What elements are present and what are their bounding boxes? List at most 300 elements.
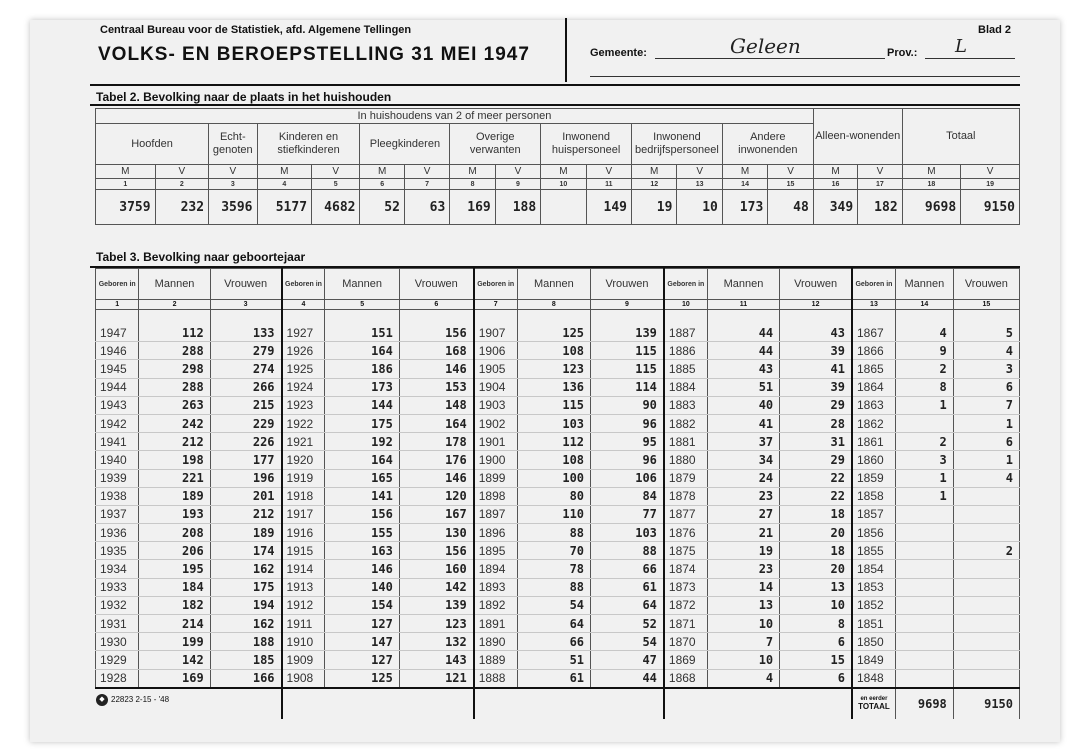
tabel2-col-number: 19 (961, 179, 1020, 190)
spacer-cell (780, 310, 852, 325)
mannen-cell: 242 (139, 414, 210, 432)
birth-year-cell: 1913 (282, 578, 325, 596)
mannen-cell: 125 (325, 669, 399, 688)
header-bottom-rule (90, 84, 1020, 86)
mannen-cell (895, 414, 953, 432)
col-overige-verwanten: Overige verwanten (450, 124, 541, 165)
table-row (96, 651, 1020, 669)
tabel2-col-number: 2 (155, 179, 209, 190)
spacer-cell (282, 310, 325, 325)
vrouwen-cell: 77 (591, 505, 664, 523)
vrouwen-cell: 15 (780, 651, 852, 669)
birth-year-cell: 1899 (474, 469, 517, 487)
vrouwen-cell: 133 (210, 324, 281, 342)
mannen-cell: 64 (517, 615, 590, 633)
tabel3-col-number: 5 (325, 300, 399, 310)
tabel2-col-number: 9 (495, 179, 540, 190)
vrouwen-cell: 8 (780, 615, 852, 633)
tabel2-col-number: 7 (404, 179, 449, 190)
tabel3-col-number: 1 (96, 300, 139, 310)
birth-year-cell: 1901 (474, 433, 517, 451)
vrouwen-cell: 20 (780, 524, 852, 542)
tabel2-value-cell (541, 190, 586, 225)
vrouwen-cell: 194 (210, 596, 281, 614)
birth-year-cell: 1862 (852, 414, 895, 432)
birth-year-cell: 1924 (282, 378, 325, 396)
vrouwen-cell: 39 (780, 378, 852, 396)
tabel2-col-number: 15 (768, 179, 814, 190)
birth-year-cell: 1910 (282, 633, 325, 651)
header-rule (590, 76, 1020, 77)
birth-year-cell: 1865 (852, 360, 895, 378)
tabel2-value-cell: 52 (360, 190, 404, 225)
vrouwen-cell: 47 (591, 651, 664, 669)
spacer-cell (895, 310, 953, 325)
col-hoofden: Hoofden (96, 124, 209, 165)
tabel3-col-number: 14 (895, 300, 953, 310)
vrouwen-cell: 22 (780, 469, 852, 487)
organization-name: Centraal Bureau voor de Statistiek, afd. Algemene Tellingen (100, 24, 412, 36)
birth-year-cell: 1912 (282, 596, 325, 614)
spacer-cell (325, 310, 399, 325)
tabel2-value-cell: 19 (632, 190, 677, 225)
vrouwen-cell: 61 (591, 578, 664, 596)
vrouwen-cell: 146 (399, 469, 473, 487)
mannen-cell: 3 (895, 451, 953, 469)
table-row (96, 487, 1020, 505)
table-row (96, 396, 1020, 414)
vrouwen-cell: 106 (591, 469, 664, 487)
mannen-cell: 182 (139, 596, 210, 614)
vrouwen-cell: 6 (953, 433, 1019, 451)
blank-cell (474, 688, 517, 719)
form-print-code (96, 694, 169, 706)
mannen-cell: 44 (707, 342, 779, 360)
mannen-cell: 103 (517, 414, 590, 432)
tabel2-value-cell: 149 (586, 190, 631, 225)
mannen-cell: 173 (325, 378, 399, 396)
totaal-label-cell (852, 688, 895, 719)
birth-year-cell: 1857 (852, 505, 895, 523)
mannen-cell: 175 (325, 414, 399, 432)
tabel2-col-number: 5 (312, 179, 360, 190)
vrouwen-cell: 215 (210, 396, 281, 414)
mannen-cell: 44 (707, 324, 779, 342)
tabel3-table (95, 268, 1020, 719)
tabel3-col-number: 12 (780, 300, 852, 310)
tabel3-col-number: 10 (664, 300, 707, 310)
vrouwen-cell (953, 505, 1019, 523)
col-andere-inwonenden: Andere inwonenden (722, 124, 813, 165)
mannen-cell (895, 578, 953, 596)
vrouwen-cell: 178 (399, 433, 473, 451)
birth-year-cell: 1941 (96, 433, 139, 451)
vrouwen-cell: 29 (780, 396, 852, 414)
birth-year-cell: 1934 (96, 560, 139, 578)
totaal-mannen: 9698 (895, 688, 953, 719)
gemeente-label: Gemeente: (590, 47, 647, 59)
vrouwen-cell: 153 (399, 378, 473, 396)
vrouwen-cell: 274 (210, 360, 281, 378)
birth-year-cell: 1861 (852, 433, 895, 451)
blank-cell (282, 688, 325, 719)
mannen-cell: 37 (707, 433, 779, 451)
tabel2-col-number: 4 (257, 179, 312, 190)
mannen-cell: 108 (517, 451, 590, 469)
tabel2-sex-header: V (312, 165, 360, 179)
mannen-cell: 199 (139, 633, 210, 651)
vrouwen-cell: 28 (780, 414, 852, 432)
vrouwen-cell: 174 (210, 542, 281, 560)
mannen-cell: 142 (139, 651, 210, 669)
table-row (96, 360, 1020, 378)
mannen-cell (895, 633, 953, 651)
col-mannen: Mannen (895, 269, 953, 300)
birth-year-cell: 1926 (282, 342, 325, 360)
birth-year-cell: 1880 (664, 451, 707, 469)
province-value: L (955, 36, 967, 57)
vrouwen-cell: 1 (953, 414, 1019, 432)
birth-year-cell: 1938 (96, 487, 139, 505)
birth-year-cell: 1855 (852, 542, 895, 560)
tabel2-value-cell: 4682 (312, 190, 360, 225)
vrouwen-cell: 189 (210, 524, 281, 542)
tabel2-sex-header: V (768, 165, 814, 179)
col-totaal: Totaal (902, 109, 1019, 165)
birth-year-cell: 1881 (664, 433, 707, 451)
tabel2-col-number: 17 (858, 179, 902, 190)
vrouwen-cell: 201 (210, 487, 281, 505)
col-vrouwen: Vrouwen (210, 269, 281, 300)
birth-year-cell: 1923 (282, 396, 325, 414)
col-bedrijfspersoneel: Inwonend bedrijfspersoneel (632, 124, 723, 165)
birth-year-cell: 1940 (96, 451, 139, 469)
tabel2-col-number: 11 (586, 179, 631, 190)
mannen-cell: 110 (517, 505, 590, 523)
mannen-cell: 193 (139, 505, 210, 523)
tabel3-col-number: 3 (210, 300, 281, 310)
birth-year-cell: 1864 (852, 378, 895, 396)
tabel3-col-number: 8 (517, 300, 590, 310)
vrouwen-cell: 185 (210, 651, 281, 669)
mannen-cell: 151 (325, 324, 399, 342)
tabel2-value-cell: 5177 (257, 190, 312, 225)
tabel2-sex-header: V (155, 165, 209, 179)
tabel2-value-cell: 48 (768, 190, 814, 225)
birth-year-cell: 1894 (474, 560, 517, 578)
birth-year-cell: 1916 (282, 524, 325, 542)
birth-year-cell: 1869 (664, 651, 707, 669)
table-row (96, 524, 1020, 542)
mannen-cell: 9 (895, 342, 953, 360)
mannen-cell: 189 (139, 487, 210, 505)
mannen-cell: 164 (325, 451, 399, 469)
tabel2-col-number: 3 (209, 179, 257, 190)
tabel2-col-number: 1 (96, 179, 156, 190)
province-label: Prov.: (887, 47, 918, 59)
vrouwen-cell: 43 (780, 324, 852, 342)
birth-year-cell: 1942 (96, 414, 139, 432)
birth-year-cell: 1921 (282, 433, 325, 451)
mannen-cell: 1 (895, 487, 953, 505)
mannen-cell: 184 (139, 578, 210, 596)
vrouwen-cell: 44 (591, 669, 664, 688)
mannen-cell: 13 (707, 596, 779, 614)
blank-cell (707, 688, 779, 719)
mannen-cell: 10 (707, 651, 779, 669)
vrouwen-cell: 5 (953, 324, 1019, 342)
birth-year-cell: 1873 (664, 578, 707, 596)
birth-year-cell: 1925 (282, 360, 325, 378)
tabel2-value-cell: 169 (450, 190, 495, 225)
birth-year-cell: 1867 (852, 324, 895, 342)
table-row (96, 633, 1020, 651)
birth-year-cell: 1887 (664, 324, 707, 342)
tabel2-sex-header: M (96, 165, 156, 179)
birth-year-cell: 1920 (282, 451, 325, 469)
tabel3-col-number: 6 (399, 300, 473, 310)
birth-year-cell: 1908 (282, 669, 325, 688)
tabel2-sex-header: V (404, 165, 449, 179)
birth-year-cell: 1903 (474, 396, 517, 414)
blank-cell (591, 688, 664, 719)
table-row (96, 542, 1020, 560)
birth-year-cell: 1858 (852, 487, 895, 505)
mannen-cell (895, 542, 953, 560)
form-title: VOLKS- EN BEROEPSTELLING 31 MEI 1947 (98, 44, 530, 65)
totaal-vrouwen: 9150 (953, 688, 1019, 719)
birth-year-cell: 1872 (664, 596, 707, 614)
vrouwen-cell: 96 (591, 414, 664, 432)
vrouwen-cell: 1 (953, 451, 1019, 469)
birth-year-cell: 1870 (664, 633, 707, 651)
birth-year-cell: 1854 (852, 560, 895, 578)
spacer-cell (517, 310, 590, 325)
birth-year-cell: 1853 (852, 578, 895, 596)
birth-year-cell: 1947 (96, 324, 139, 342)
birth-year-cell: 1875 (664, 542, 707, 560)
table-row (96, 469, 1020, 487)
cbs-logo-icon: ◆ (96, 694, 108, 706)
tabel2-col-number: 14 (722, 179, 767, 190)
table-row (96, 560, 1020, 578)
birth-year-cell: 1931 (96, 615, 139, 633)
birth-year-cell: 1888 (474, 669, 517, 688)
col-mannen: Mannen (707, 269, 779, 300)
birth-year-cell: 1848 (852, 669, 895, 688)
tabel2-col-number: 12 (632, 179, 677, 190)
birth-year-cell: 1928 (96, 669, 139, 688)
tabel3-title: Tabel 3. Bevolking naar geboortejaar (96, 250, 306, 264)
vrouwen-cell (953, 615, 1019, 633)
mannen-cell: 41 (707, 414, 779, 432)
vrouwen-cell: 229 (210, 414, 281, 432)
vrouwen-cell: 29 (780, 451, 852, 469)
table-row (96, 578, 1020, 596)
mannen-cell (895, 524, 953, 542)
mannen-cell: 80 (517, 487, 590, 505)
mannen-cell: 163 (325, 542, 399, 560)
vrouwen-cell: 146 (399, 360, 473, 378)
mannen-cell: 165 (325, 469, 399, 487)
gemeente-value: Geleen (730, 34, 801, 58)
tabel2-col-number: 16 (813, 179, 857, 190)
vrouwen-cell: 95 (591, 433, 664, 451)
birth-year-cell: 1919 (282, 469, 325, 487)
tabel2-sex-header: V (209, 165, 257, 179)
vrouwen-cell: 148 (399, 396, 473, 414)
table-row (96, 596, 1020, 614)
mannen-cell: 66 (517, 633, 590, 651)
tabel2-sex-header: V (586, 165, 631, 179)
mannen-cell: 24 (707, 469, 779, 487)
birth-year-cell: 1882 (664, 414, 707, 432)
vrouwen-cell: 142 (399, 578, 473, 596)
tabel2-title: Tabel 2. Bevolking naar de plaats in het huishouden (96, 90, 392, 104)
col-vrouwen: Vrouwen (399, 269, 473, 300)
col-huispersoneel: Inwonend huispersoneel (541, 124, 632, 165)
vrouwen-cell (953, 560, 1019, 578)
vrouwen-cell: 64 (591, 596, 664, 614)
birth-year-cell: 1911 (282, 615, 325, 633)
birth-year-cell: 1859 (852, 469, 895, 487)
mannen-cell: 212 (139, 433, 210, 451)
mannen-cell: 2 (895, 433, 953, 451)
birth-year-cell: 1884 (664, 378, 707, 396)
mannen-cell: 214 (139, 615, 210, 633)
mannen-cell: 88 (517, 578, 590, 596)
tabel2-sex-header: V (858, 165, 902, 179)
spacer-cell (591, 310, 664, 325)
tabel2-top-rule (90, 104, 1020, 106)
spacer-cell (96, 310, 139, 325)
tabel2-sex-header: M (257, 165, 312, 179)
tabel3-col-number: 11 (707, 300, 779, 310)
birth-year-cell: 1874 (664, 560, 707, 578)
birth-year-cell: 1935 (96, 542, 139, 560)
vrouwen-cell: 115 (591, 360, 664, 378)
mannen-cell: 263 (139, 396, 210, 414)
vrouwen-cell: 2 (953, 542, 1019, 560)
table-row (96, 615, 1020, 633)
tabel2-sex-header: M (813, 165, 857, 179)
mannen-cell: 23 (707, 487, 779, 505)
col-pleegkinderen: Pleegkinderen (360, 124, 450, 165)
vrouwen-cell: 156 (399, 324, 473, 342)
vrouwen-cell: 54 (591, 633, 664, 651)
mannen-cell: 14 (707, 578, 779, 596)
tabel3-col-number: 15 (953, 300, 1019, 310)
tabel2-sex-header: V (961, 165, 1020, 179)
mannen-cell: 61 (517, 669, 590, 688)
birth-year-cell: 1889 (474, 651, 517, 669)
tabel2-value-cell: 9150 (961, 190, 1020, 225)
birth-year-cell: 1939 (96, 469, 139, 487)
blank-cell (664, 688, 707, 719)
vrouwen-cell (953, 633, 1019, 651)
mannen-cell: 108 (517, 342, 590, 360)
vrouwen-cell: 132 (399, 633, 473, 651)
mannen-cell: 4 (895, 324, 953, 342)
mannen-cell: 10 (707, 615, 779, 633)
vrouwen-cell (953, 524, 1019, 542)
mannen-cell: 34 (707, 451, 779, 469)
col-mannen: Mannen (139, 269, 210, 300)
birth-year-cell: 1893 (474, 578, 517, 596)
table-row (96, 669, 1020, 688)
col-geboren-in: Geboren in (664, 269, 707, 300)
vrouwen-cell: 162 (210, 560, 281, 578)
birth-year-cell: 1879 (664, 469, 707, 487)
birth-year-cell: 1850 (852, 633, 895, 651)
birth-year-cell: 1918 (282, 487, 325, 505)
birth-year-cell: 1905 (474, 360, 517, 378)
tabel2-col-number: 10 (541, 179, 586, 190)
mannen-cell: 127 (325, 615, 399, 633)
spacer-cell (474, 310, 517, 325)
table-row (96, 342, 1020, 360)
spacer-cell (953, 310, 1019, 325)
tabel2-col-number: 8 (450, 179, 495, 190)
birth-year-cell: 1917 (282, 505, 325, 523)
tabel2-sex-header: V (677, 165, 722, 179)
birth-year-cell: 1851 (852, 615, 895, 633)
vrouwen-cell (953, 596, 1019, 614)
spacer-cell (139, 310, 210, 325)
vrouwen-cell: 10 (780, 596, 852, 614)
vrouwen-cell: 6 (780, 633, 852, 651)
birth-year-cell: 1892 (474, 596, 517, 614)
vrouwen-cell: 188 (210, 633, 281, 651)
mannen-cell: 127 (325, 651, 399, 669)
col-mannen: Mannen (517, 269, 590, 300)
tabel2-value-cell: 9698 (902, 190, 961, 225)
tabel2-value-cell: 232 (155, 190, 209, 225)
mannen-cell: 2 (895, 360, 953, 378)
mannen-cell: 156 (325, 505, 399, 523)
vrouwen-cell: 90 (591, 396, 664, 414)
vrouwen-cell: 103 (591, 524, 664, 542)
mannen-cell: 141 (325, 487, 399, 505)
birth-year-cell: 1883 (664, 396, 707, 414)
tabel2-value-cell: 349 (813, 190, 857, 225)
spacer-cell (399, 310, 473, 325)
vrouwen-cell: 168 (399, 342, 473, 360)
birth-year-cell: 1944 (96, 378, 139, 396)
mannen-cell: 78 (517, 560, 590, 578)
spacer-cell (852, 310, 895, 325)
birth-year-cell: 1891 (474, 615, 517, 633)
birth-year-cell: 1909 (282, 651, 325, 669)
tabel2-col-number: 13 (677, 179, 722, 190)
mannen-cell: 136 (517, 378, 590, 396)
mannen-cell: 7 (707, 633, 779, 651)
mannen-cell: 155 (325, 524, 399, 542)
vrouwen-cell: 166 (210, 669, 281, 688)
mannen-cell (895, 560, 953, 578)
mannen-cell: 54 (517, 596, 590, 614)
vrouwen-cell: 226 (210, 433, 281, 451)
birth-year-cell: 1852 (852, 596, 895, 614)
vrouwen-cell: 18 (780, 542, 852, 560)
col-vrouwen: Vrouwen (780, 269, 852, 300)
tabel2-sex-header: V (495, 165, 540, 179)
mannen-cell (895, 615, 953, 633)
mannen-cell: 298 (139, 360, 210, 378)
spacer-cell (707, 310, 779, 325)
mannen-cell: 88 (517, 524, 590, 542)
vrouwen-cell: 156 (399, 542, 473, 560)
